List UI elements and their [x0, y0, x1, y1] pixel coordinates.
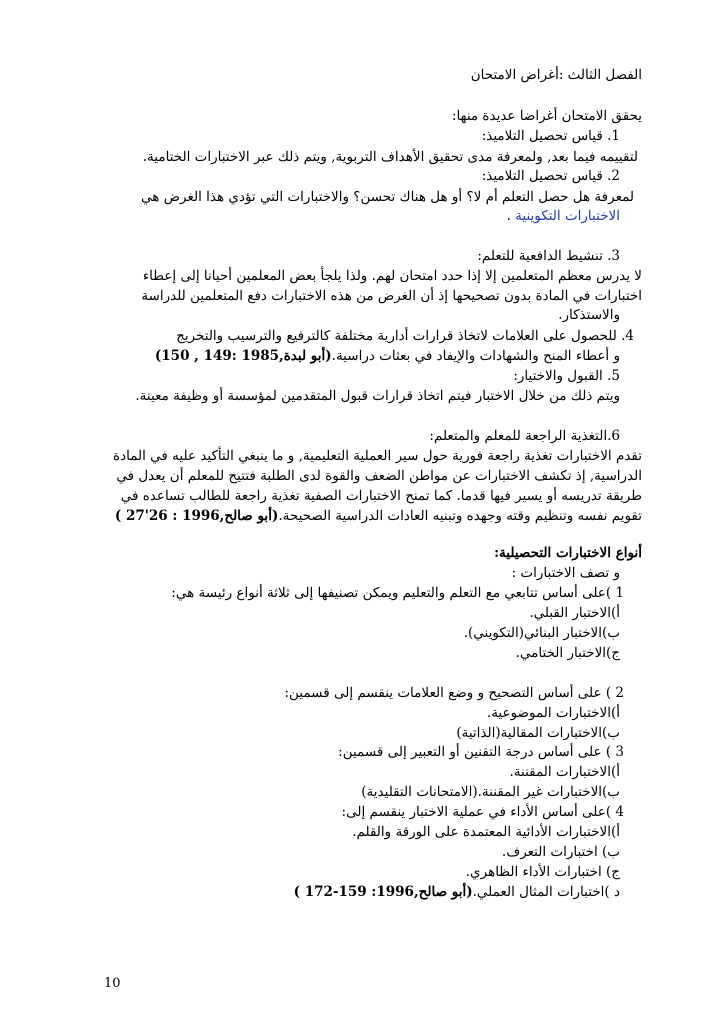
type2-b: ب)الاختبارات المقالية(الذاتية) — [456, 725, 620, 741]
intro-text: يحقق الامتحان أغراضا عديدة منها: — [451, 108, 642, 124]
item4-line-1: 4. للحصول على العلامات لاتخاذ قرارات أدارية مختلفة كالترفيع والترسيب والتخريج — [176, 328, 634, 344]
item6-text: تقويم نفسه وتنظيم وقته وجهده وتبنيه العادات الدراسية الصحيحة. — [278, 508, 642, 524]
item5-text: ويتم ذلك من خلال الاختبار فيتم اتخاذ قرارات قبول المتقدمين لمؤسسة أو وظيفة معينة. — [135, 388, 620, 404]
type4-a: أ)الاختبارات الأدائية المعتمدة على الورقة والقلم. — [352, 824, 620, 840]
item2-end: . — [506, 208, 511, 224]
item1-title: 1. قياس تحصيل التلاميذ: — [481, 128, 620, 144]
type3-title: 3 ) على أساس درجة التقنين أو التعبير إلى قسمين: — [338, 744, 624, 760]
item6-citation: (أبو صالح,1996 : 26'27 ) — [114, 508, 279, 524]
type1-c: ج)الاختبار الختامي. — [515, 645, 620, 661]
item6-line-3: طريقة تدريسه أو يسير فيها قدما. كما تمنح الاختبارات الصفية تغذية راجعة للطالب تساعده في — [120, 488, 642, 504]
item6-line-2: الدراسية, إذ تكشف الاختبارات عن مواطن الضعف والقوة لدى الطلبة فتتيح للمعلم أن يعدل في — [116, 468, 642, 484]
type1-b: ب)الاختبار البنائي(التكويني). — [463, 625, 620, 641]
item4-text: و أعطاء المنح والشهادات والإيفاد في بعثات دراسية. — [331, 348, 620, 364]
item4-citation: (أبو لبدة,1985 :149 , 150) — [154, 348, 332, 364]
item6-line-4 — [115, 507, 642, 525]
type3-b: ب)الاختبارات غير المقننة.(الامتحانات التقليدية) — [361, 784, 620, 800]
item2-term: الاختبارات التكوينية — [515, 208, 620, 224]
type4-d — [294, 883, 620, 901]
item2-term-line — [507, 207, 620, 225]
item6-line-1: تقدم الاختبارات تغذية راجعة فورية حول سير العملية التعليمية, و ما ينبغي التأكيد عليه في المادة — [113, 448, 642, 464]
type4-c: ج) اختبارات الأداء الظاهري. — [465, 864, 620, 880]
type4-d-citation: (أبو صالح,1996: 159-172 ) — [293, 884, 473, 900]
type1-title: 1 )على أساس تتابعي مع التعلم والتعليم ويمكن تصنيفها إلى ثلاثة أنواع رئيسة هي: — [171, 585, 624, 601]
type4-d-text: د )اختبارات المثال العملي. — [472, 884, 620, 900]
chapter-title: الفصل الثالث :أغراض الامتحان — [470, 67, 642, 83]
item2-title: 2. قياس تحصيل التلاميذ: — [481, 168, 620, 184]
type1-a: أ)الاختبار القبلي. — [529, 605, 620, 621]
types-intro: و تصف الاختبارات : — [511, 565, 620, 581]
item5-title: 5. القبول والاختيار: — [513, 368, 620, 384]
type4-b: ب) اختبارات التعرف. — [501, 844, 620, 860]
item3-title: 3. تنشيط الدافعية للتعلم: — [477, 248, 620, 264]
types-heading: أنواع الاختبارات التحصيلية: — [494, 545, 642, 561]
item4-line-2 — [155, 347, 620, 365]
type3-a: أ)الاختبارات المقننة. — [509, 764, 620, 780]
item3-line-3: والاستذكار. — [558, 307, 620, 323]
item3-line-2: اختبارات في المادة بدون تصحيحها إذ أن الغرض من هذه الاختبارات دفع المتعلمين للدراسة — [141, 288, 642, 304]
type2-a: أ)الاختبارات الموضوعية. — [486, 705, 620, 721]
type2-title: 2 ) على أساس التصحيح و وضع العلامات ينقسم إلى قسمين: — [284, 685, 624, 701]
page-number: 10 — [104, 976, 121, 991]
item3-line-1: لا يدرس معظم المتعلمين إلا إذا حدد امتحان لهم. ولذا يلجأ بعض المعلمين أحيانا إلى إعطاء — [142, 268, 642, 284]
item6-title: 6.التغذية الراجعة للمعلم والمتعلم: — [429, 428, 620, 444]
item1-text: لتقييمه فيما بعد, ولمعرفة مدى تحقيق الأهداف التربوية, ويتم ذلك عبر الاختبارات الختامية. — [142, 149, 638, 165]
item2-text: لمعرفة هل حصل التعلم أم لا؟ أو هل هناك تحسن؟ والاختبارات التي تؤدي هذا الغرض هي — [141, 189, 634, 205]
type4-title: 4 )على أساس الأداء في عملية الاختبار ينقسم إلى: — [341, 804, 624, 820]
